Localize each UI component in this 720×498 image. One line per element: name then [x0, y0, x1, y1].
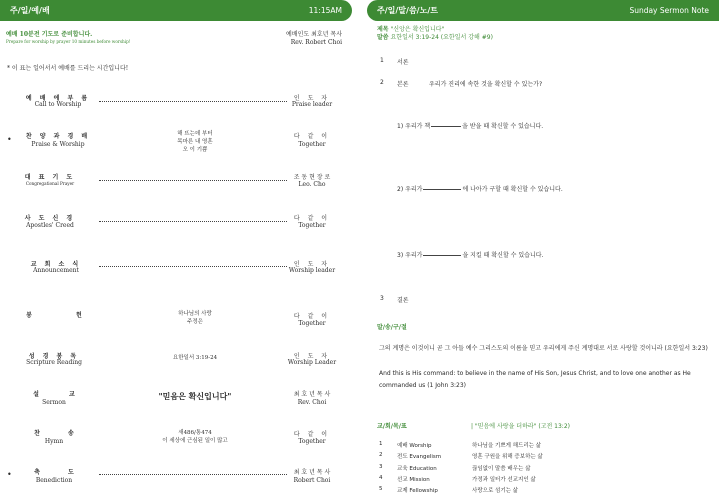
- dot-leader: [99, 474, 287, 475]
- dot-leader: [99, 266, 287, 267]
- order-leader-en: Worship leader: [288, 267, 336, 274]
- order-item-en: Sermon: [42, 399, 66, 406]
- order-item-ko: 찬 송: [34, 430, 74, 437]
- worship-time: 11:15AM: [308, 6, 342, 15]
- order-item-ko: 찬 양 과 경 배: [25, 133, 91, 140]
- order-item-ko: 대 표 기 도: [24, 174, 76, 181]
- sermon-text-line: [377, 32, 493, 41]
- sermon-note-header-title: 주/일/말/씀/노/트: [377, 6, 438, 15]
- goal-description: 가정과 일터가 선교지인 삶: [472, 477, 536, 483]
- goal-name: 교육 Education: [397, 466, 437, 472]
- point-3-suffix: 을 지킬 때 확신할 수 있습니다.: [462, 252, 544, 259]
- point-1-prefix: 1) 우리가 책: [397, 123, 431, 130]
- outline-intro: 서론: [397, 59, 409, 66]
- goal-description: 사랑으로 섬기는 삶: [472, 488, 519, 494]
- title-value: "신앙은 확신입니다": [390, 26, 445, 33]
- goal-name: 전도 Evangelism: [397, 454, 442, 460]
- order-item-ko: 봉 헌: [26, 312, 82, 319]
- praise-song: 오 이 기쁨: [182, 147, 208, 153]
- order-leader-ko: 인 도 자: [293, 261, 331, 268]
- goal-name: 교제 Fellowship: [397, 488, 438, 494]
- point-2-suffix: 에 나아가 구할 때 확신할 수 있습니다.: [462, 186, 563, 193]
- order-leader-en: Worship Leader: [287, 359, 337, 366]
- order-item-ko: 교 회 소 식: [30, 261, 82, 268]
- order-leader-en: Robert Choi: [293, 477, 331, 484]
- order-leader-en: Praise leader: [291, 101, 333, 108]
- order-item-en: Call to Worship: [34, 101, 82, 108]
- order-item-ko: 사 도 신 경: [24, 215, 76, 222]
- order-leader-en: Together: [298, 141, 326, 148]
- goal-number: 3: [379, 464, 383, 470]
- order-item-ko: 축 도: [34, 469, 74, 476]
- outline-conclusion: 결론: [397, 297, 409, 304]
- dot-leader: [99, 101, 287, 102]
- order-leader-ko: 최 호 년 목 사: [293, 391, 331, 398]
- order-leader-ko: 인 도 자: [293, 353, 331, 360]
- sermon-title: "믿음은 확신입니다": [158, 391, 232, 401]
- order-item-ko: 예 배 에 부 름: [25, 95, 91, 102]
- point-1: [397, 121, 543, 130]
- order-leader-ko: 다 같 이: [293, 215, 331, 222]
- church-theme: | "믿음에 사랑을 더하라" (고전 13:2): [471, 423, 570, 430]
- memory-verse-ko: 그의 계명은 이것이니 곧 그 아들 예수 그리스도의 이름을 믿고 우리에게 주신 계명대로 서로 사랑할 것이니라 (요한일서 3:23): [379, 345, 708, 352]
- order-leader-en: Together: [298, 222, 326, 229]
- prepare-subtitle: Prepare for worship by prayer 10 minutes before worship!: [6, 39, 131, 44]
- order-leader-ko: 다 같 이: [293, 313, 331, 320]
- order-leader-ko: 최 호 년 목 사: [293, 469, 331, 476]
- worship-leader-ko: 예배인도 최호년 목사: [286, 31, 342, 38]
- goal-name: 예배 Worship: [397, 443, 432, 449]
- memory-verse-en: And this is His command: to believe in the name of His Son, Jesus Christ, and to love one another as He commanded us (1 John 3:23): [379, 370, 691, 389]
- point-2: [397, 184, 563, 193]
- dot-leader: [99, 180, 287, 181]
- goal-description: 영혼 구원을 위해 증보하는 삶: [472, 454, 543, 460]
- order-leader-en: Leo. Cho: [298, 181, 326, 188]
- point-3: [397, 250, 543, 259]
- memory-verse-heading: 말/송/구/절: [377, 324, 407, 331]
- order-leader-en: Together: [298, 320, 326, 327]
- outline-number: 2: [380, 79, 384, 86]
- standing-note: * 이 표는 일어서서 예배를 드리는 시간입니다!: [7, 65, 129, 72]
- sermon-note-page: [367, 0, 719, 498]
- fill-in-blank: [431, 126, 461, 127]
- order-leader-en: Rev. Choi: [297, 399, 327, 406]
- order-leader-ko: 인 도 자: [293, 95, 331, 102]
- praise-song: 목마른 내 영혼: [177, 139, 213, 145]
- point-3-prefix: 3) 우리가: [397, 252, 423, 259]
- goal-number: 5: [379, 486, 383, 492]
- outline-body: 본론: [397, 81, 409, 88]
- praise-song: 해 뜨는데 부터: [177, 131, 213, 137]
- title-label: 제목: [377, 26, 389, 33]
- order-item-en: Announcement: [33, 267, 79, 274]
- worship-order-page: [0, 0, 352, 498]
- sermon-note-header-subtitle: Sunday Sermon Note: [629, 6, 709, 15]
- offering-song: 주정은: [187, 319, 203, 325]
- church-goals-heading: 교/회/목/표: [377, 423, 407, 430]
- order-item-en: Praise & Worship: [31, 141, 85, 148]
- outline-number: 1: [380, 57, 384, 64]
- order-leader-ko: 다 같 이: [293, 431, 331, 438]
- worship-header-title: 주/일/예/배: [10, 6, 50, 15]
- order-leader-ko: 다 같 이: [293, 133, 331, 140]
- point-2-prefix: 2) 우리가: [397, 186, 423, 193]
- text-value: 요한일서 3:19-24 (요한일서 강해 #9): [390, 34, 493, 41]
- goal-number: 4: [379, 475, 383, 481]
- text-label: 말씀: [377, 34, 389, 41]
- order-item-en: Congregational Prayer: [25, 181, 75, 186]
- order-leader-en: Together: [298, 438, 326, 445]
- order-item-en: Apostles' Creed: [26, 222, 74, 229]
- order-item-ko: 설 교: [33, 391, 75, 398]
- outline-number: 3: [380, 295, 384, 302]
- order-leader-ko: 조 동 현 장 로: [293, 174, 331, 181]
- prepare-title: 예배 10분전 기도로 준비합니다.: [6, 31, 93, 38]
- order-item-en: Hymn: [44, 438, 64, 445]
- fill-in-blank: [423, 189, 461, 190]
- hymn-number: 새486/통474: [178, 430, 212, 436]
- order-item-en: Benediction: [35, 477, 73, 484]
- goal-name: 선교 Mission: [397, 477, 430, 483]
- goal-description: 끊임없이 말씀 배우는 삶: [472, 466, 531, 472]
- worship-leader-en: Rev. Robert Choi: [290, 39, 342, 46]
- body-question: 우리가 진리에 속한 것을 확신할 수 있는가?: [429, 81, 543, 88]
- order-item-ko: 성 경 봉 독: [28, 353, 80, 360]
- sermon-note-header: [367, 0, 719, 21]
- standing-bullet: •: [7, 135, 12, 144]
- offering-song: 하나님의 사랑: [178, 311, 212, 317]
- point-1-suffix: 을 받을 때 확신할 수 있습니다.: [462, 123, 544, 130]
- fill-in-blank: [423, 255, 461, 256]
- scripture-reference: 요한일서 3:19-24: [172, 355, 218, 361]
- goal-number: 2: [379, 452, 383, 458]
- worship-header: [0, 0, 352, 21]
- hymn-title: 이 세상에 근심된 일이 많고: [162, 438, 228, 444]
- goal-number: 1: [379, 441, 383, 447]
- standing-bullet: •: [7, 470, 12, 479]
- dot-leader: [99, 221, 287, 222]
- order-item-en: Scripture Reading: [26, 359, 82, 366]
- goal-description: 하나님을 기쁘게 해드리는 삶: [472, 443, 542, 449]
